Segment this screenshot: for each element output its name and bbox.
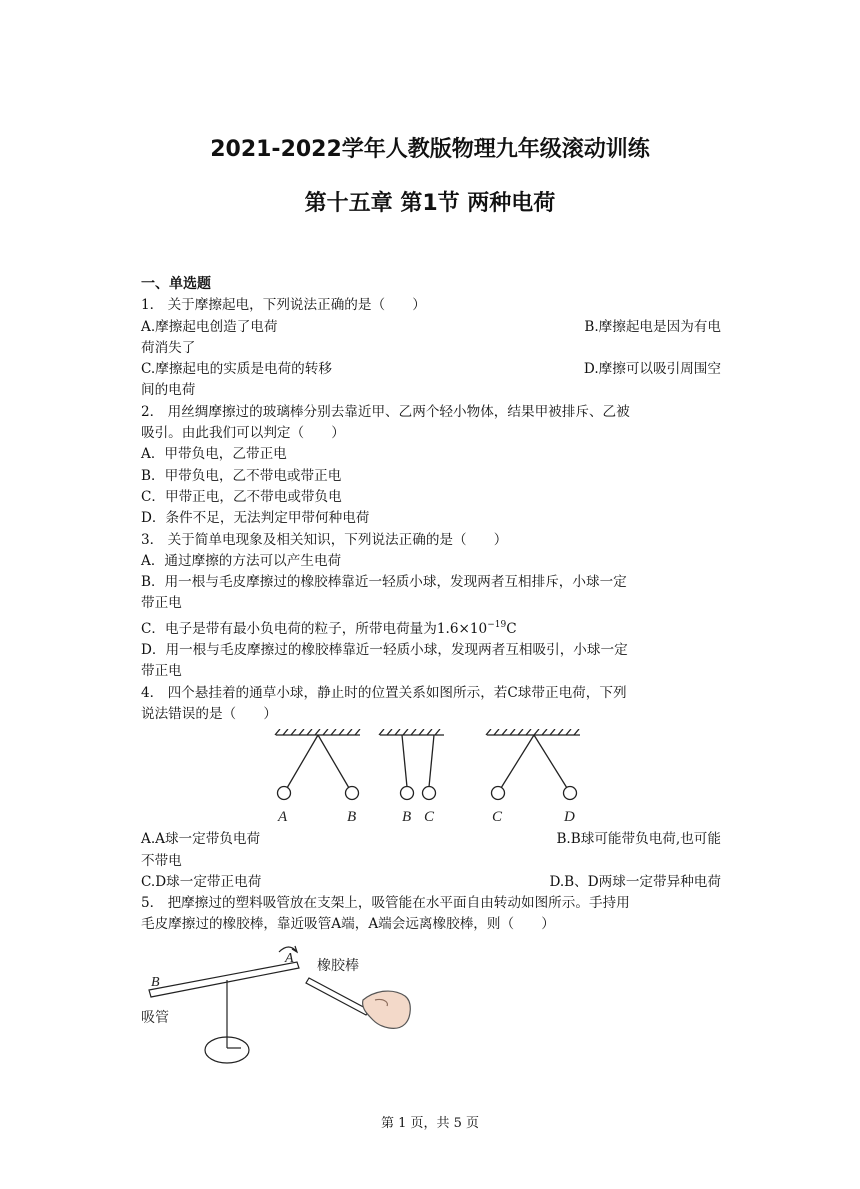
label-a: A bbox=[278, 809, 288, 826]
string-b bbox=[318, 735, 349, 788]
string-b2 bbox=[402, 735, 407, 787]
q3-option-b: B．用一根与毛皮摩擦过的橡胶棒靠近一轻质小球，发现两者互相排斥，小球一定 bbox=[141, 574, 627, 591]
charge-unit: C bbox=[506, 620, 517, 637]
document-title: 2021-2022学年人教版物理九年级滚动训练 bbox=[210, 137, 650, 162]
page-footer: 第 1 页，共 5 页 bbox=[380, 1116, 480, 1131]
q3-option-a: A．通过摩擦的方法可以产生电荷 bbox=[141, 552, 342, 569]
ball-c2 bbox=[492, 787, 505, 800]
q4-stem-cont: 说法错误的是（ ） bbox=[141, 705, 277, 722]
q2-option-d: D．条件不足，无法判定甲带何种电荷 bbox=[141, 510, 370, 527]
q2-option-b: B．甲带负电，乙不带电或带正电 bbox=[141, 467, 342, 484]
string-c bbox=[429, 735, 434, 787]
ball-d bbox=[564, 787, 577, 800]
document-subtitle: 第十五章 第1节 两种电荷 bbox=[304, 191, 556, 216]
label-d: D bbox=[564, 809, 575, 826]
label-b2: B bbox=[402, 809, 412, 826]
ceiling-hatch-1 bbox=[275, 729, 360, 735]
label-end-b: B bbox=[151, 974, 160, 990]
ceiling-hatch-3 bbox=[486, 729, 579, 735]
q4-option-c: C.D球一定带正电荷 bbox=[141, 873, 262, 890]
ball-a bbox=[278, 787, 291, 800]
ceiling-hatch-2 bbox=[379, 729, 440, 735]
q1-option-d-cont: 间的电荷 bbox=[141, 382, 196, 399]
q1-option-d: D.摩擦可以吸引周围空 bbox=[583, 361, 721, 378]
label-rubber-rod: 橡胶棒 bbox=[317, 957, 359, 974]
q1-options-row2 bbox=[141, 359, 721, 380]
q3-option-c-text: C．电子是带有最小负电荷的粒子，所带电荷量为 bbox=[141, 620, 437, 637]
string-a bbox=[287, 735, 318, 788]
label-c2: C bbox=[492, 809, 503, 826]
q4-options-row2 bbox=[141, 872, 721, 893]
label-end-a: A bbox=[285, 950, 294, 966]
q1-option-c: C.摩擦起电的实质是电荷的转移 bbox=[141, 361, 332, 378]
q1-options-row1 bbox=[141, 317, 721, 338]
string-c2 bbox=[501, 735, 534, 788]
ball-c bbox=[423, 787, 436, 800]
q4-option-a: A.A球一定带负电荷 bbox=[141, 831, 261, 848]
q3-option-b-cont: 带正电 bbox=[141, 595, 182, 612]
q3-option-c bbox=[141, 615, 721, 640]
hanging-balls-figure bbox=[274, 729, 594, 829]
straw-rod-figure bbox=[137, 940, 427, 1068]
charge-value: 1.6×10 bbox=[436, 620, 488, 637]
q2-option-a: A．甲带负电，乙带正电 bbox=[141, 446, 287, 463]
label-b: B bbox=[347, 809, 357, 826]
q1-option-a: A.摩擦起电创造了电荷 bbox=[141, 318, 278, 335]
q2-option-c: C．甲带正电，乙不带电或带负电 bbox=[141, 488, 342, 505]
q1-stem: 1． 关于摩擦起电，下列说法正确的是（ ） bbox=[141, 297, 426, 314]
q3-stem: 3． 关于简单电现象及相关知识，下列说法正确的是（ ） bbox=[141, 531, 508, 548]
ball-b2 bbox=[401, 787, 414, 800]
q3-option-d-cont: 带正电 bbox=[141, 663, 182, 680]
q1-option-b-cont: 荷消失了 bbox=[141, 339, 196, 356]
q4-stem: 4． 四个悬挂着的通草小球，静止时的位置关系如图所示，若C球带正电荷，下列 bbox=[141, 684, 627, 701]
q4-option-b: B.B球可能带负电荷,也可能 bbox=[556, 831, 721, 848]
section-title: 一、单选题 bbox=[141, 276, 211, 292]
question-list bbox=[141, 274, 721, 1068]
q5-stem: 5． 把摩擦过的塑料吸管放在支架上，吸管能在水平面自由转动如图所示。手持用 bbox=[141, 895, 630, 912]
straw bbox=[149, 962, 299, 997]
q2-stem: 2． 用丝绸摩擦过的玻璃棒分别去靠近甲、乙两个轻小物体，结果甲被排斥、乙被 bbox=[141, 403, 630, 420]
rubber-rod bbox=[306, 978, 369, 1015]
string-d bbox=[534, 735, 567, 788]
q3-option-d: D．用一根与毛皮摩擦过的橡胶棒靠近一轻质小球，发现两者互相吸引，小球一定 bbox=[141, 642, 628, 659]
charge-exponent: −19 bbox=[487, 619, 507, 630]
q2-stem-cont: 吸引。由此我们可以判定（ ） bbox=[141, 425, 345, 442]
q5-stem-cont: 毛皮摩擦过的橡胶棒，靠近吸管A端，A端会远离橡胶棒，则（ ） bbox=[141, 916, 555, 933]
q4-options-row1 bbox=[141, 829, 721, 850]
ball-b bbox=[346, 787, 359, 800]
label-c: C bbox=[424, 809, 435, 826]
q1-option-b: B.摩擦起电是因为有电 bbox=[584, 318, 721, 335]
label-straw: 吸管 bbox=[141, 1009, 169, 1026]
q4-option-d: D.B、D两球一定带异种电荷 bbox=[549, 873, 721, 890]
q4-option-b-cont: 不带电 bbox=[141, 852, 182, 869]
hand bbox=[363, 991, 411, 1028]
